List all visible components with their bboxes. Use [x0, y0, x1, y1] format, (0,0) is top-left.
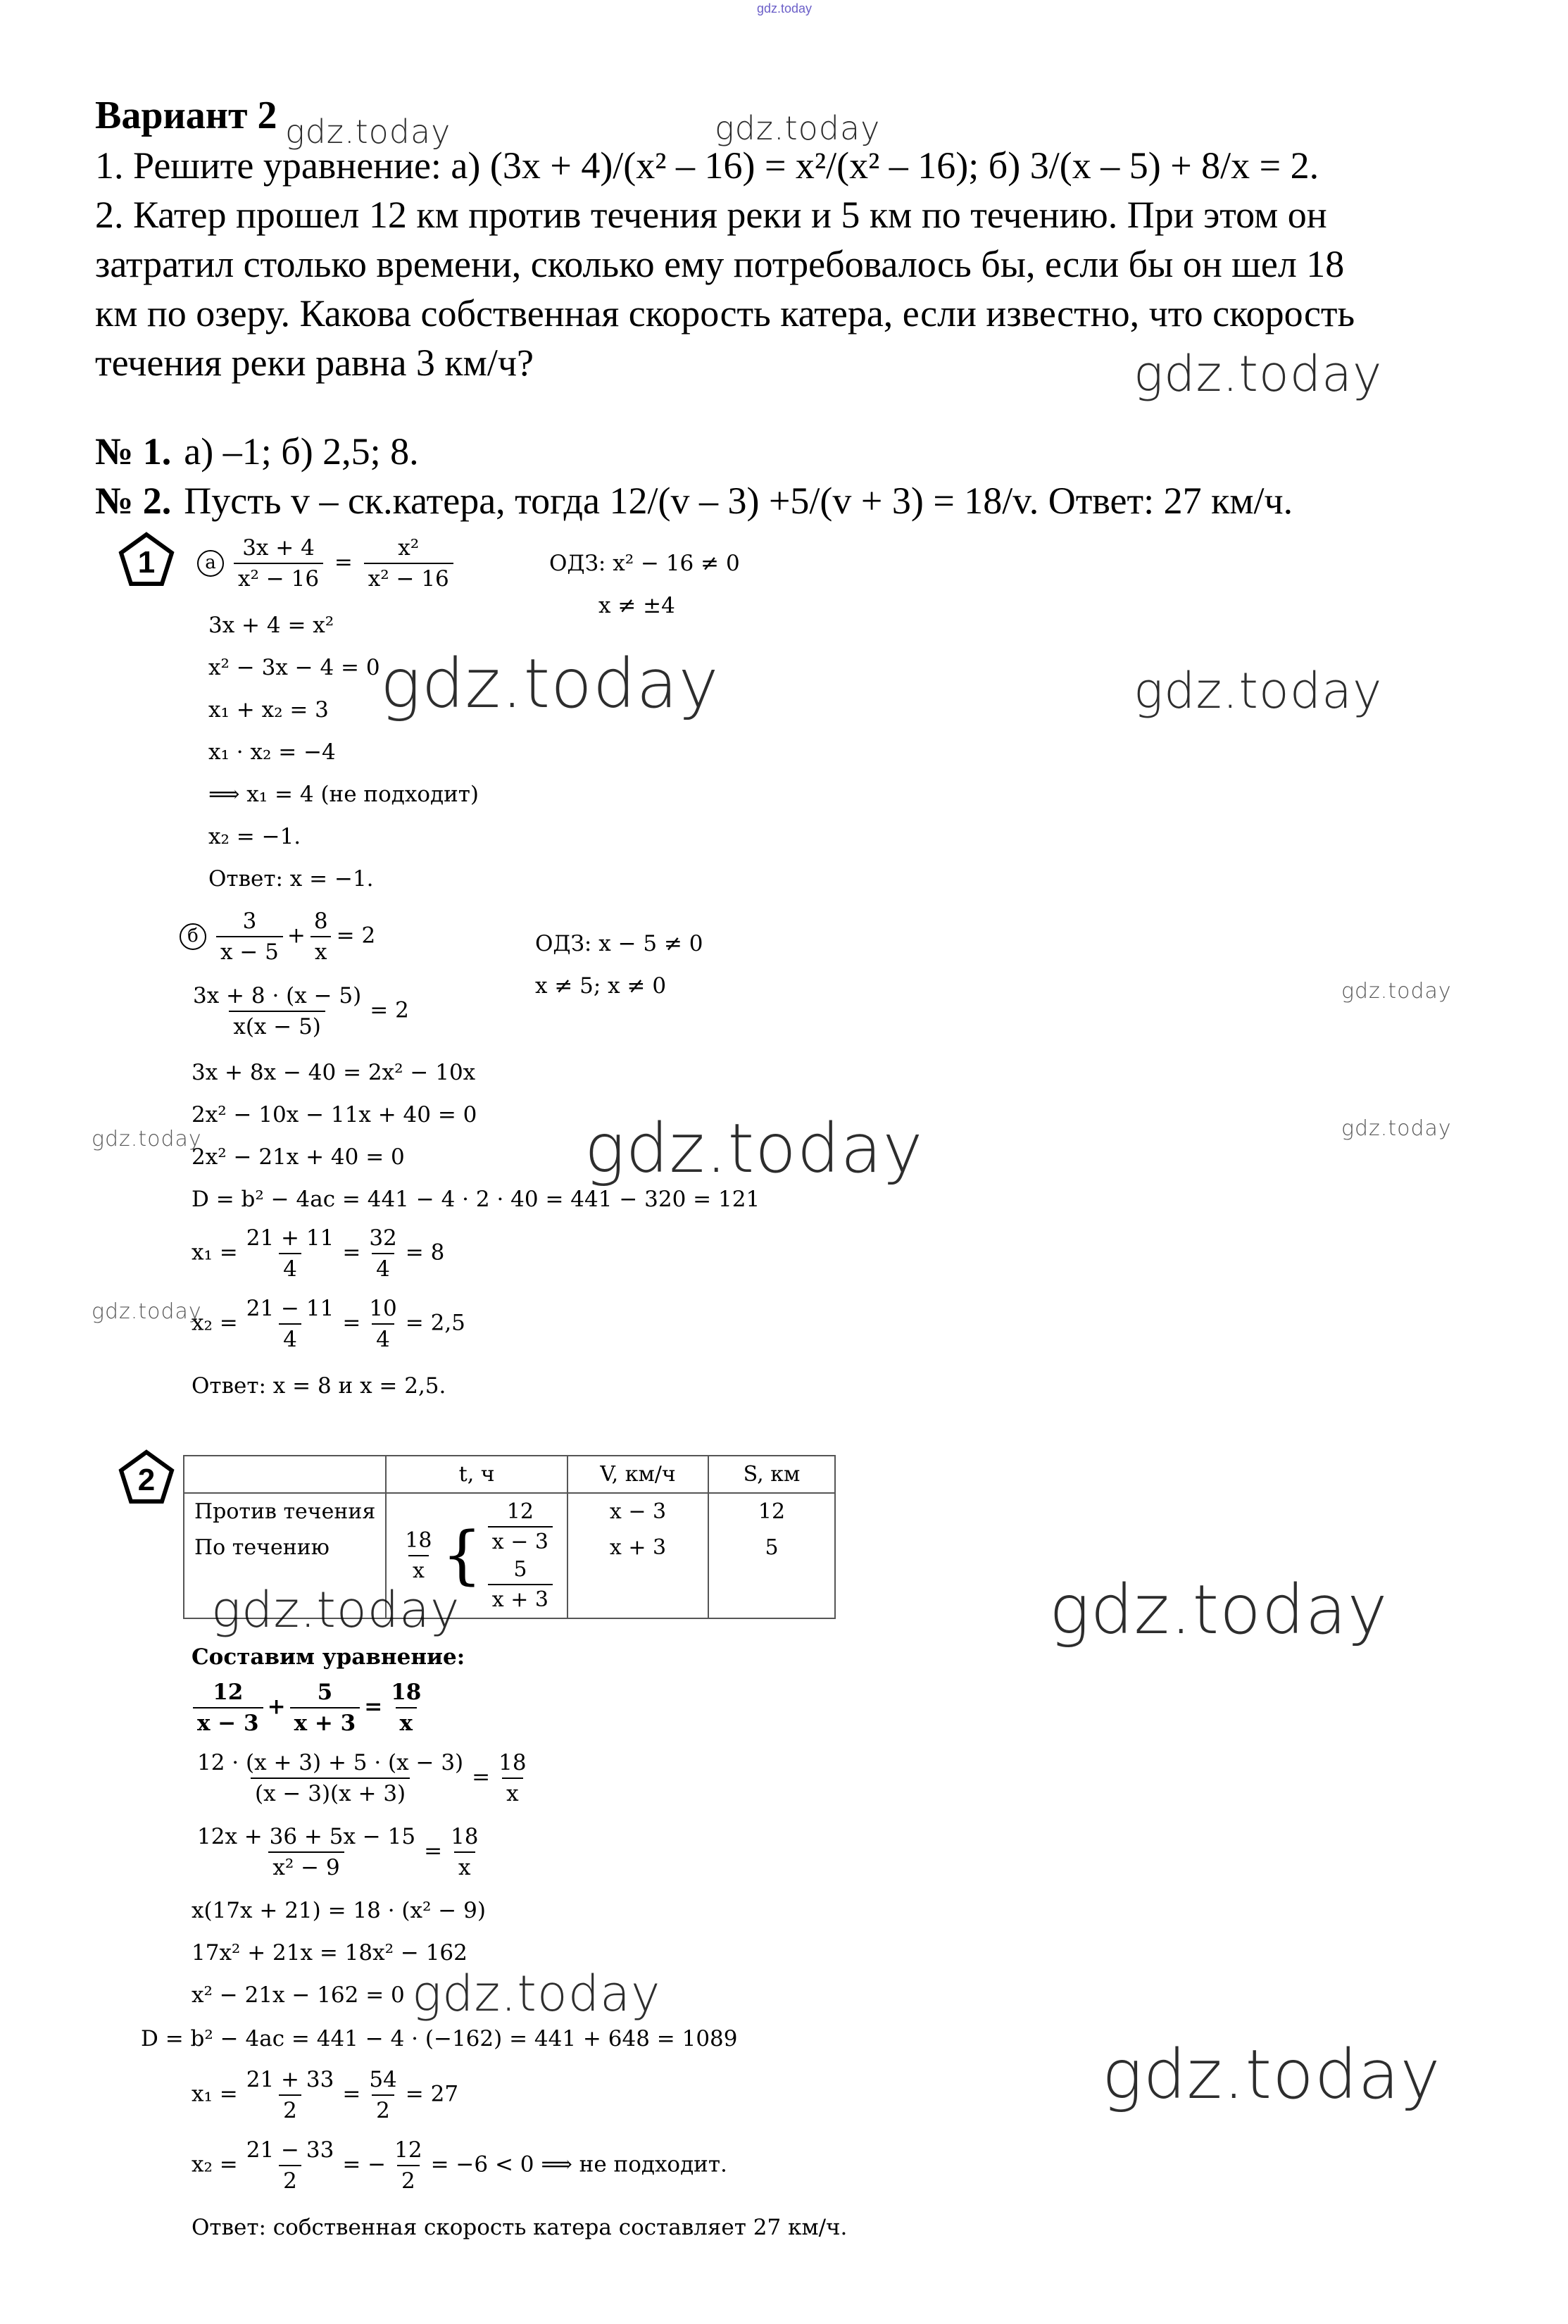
sol1b-line: 2x² − 21x + 40 = 0 — [192, 1144, 405, 1170]
answer-1-number: № 1. — [95, 430, 172, 473]
sol1b-x2 — [192, 1296, 465, 1352]
watermark: gdz.today — [1134, 662, 1383, 720]
sol1b-x1-num: 21 + 11 — [246, 1225, 334, 1251]
sol1b-n1: 3 — [242, 908, 257, 934]
sol1b-equation: б $\frac{3}{x - 5}$ + $\frac{8}{x}$ = 2 — [180, 908, 375, 965]
sol2-x2-label: x₂ = — [192, 2151, 238, 2178]
watermark: gdz.today — [1049, 1570, 1388, 1649]
speed-downstream: x + 3 — [609, 1535, 667, 1560]
sol1b-x2-num: 21 − 11 — [246, 1296, 334, 1321]
sol1a-equation: а $\frac{3x + 4}{\text{x² − 16}}$ = $\frac{\text{x²}}{\text{x² − 16}}$ — [197, 535, 458, 592]
sol2-line: x² − 21x − 162 = 0 — [192, 1982, 405, 2008]
sol1b-x2-den2: 4 — [372, 1323, 394, 1352]
sol1a-odz-2: x ≠ ±4 — [598, 593, 675, 618]
watermark: gdz.today — [1102, 2035, 1441, 2114]
sol1b-x1-num2: 32 — [369, 1225, 397, 1251]
sol2-equation-2: $\frac{12 \cdot (x + 3) + 5 \cdot (x - 3)}{(x - 3)(x + 3)}$ = $\frac{18}{x}$ — [189, 1750, 535, 1806]
watermark: gdz.today — [715, 109, 881, 147]
t-total-num: 18 — [405, 1528, 432, 1553]
table-distance-cell — [708, 1493, 835, 1618]
row1-label: Против течения — [194, 1499, 376, 1524]
sol2-line: x(17x + 21) = 18 · (x² − 9) — [192, 1898, 486, 1923]
pentagon-badge-1-icon — [118, 532, 175, 588]
sol1b-x2-den: 4 — [279, 1323, 301, 1352]
sol1a-label: а — [197, 550, 224, 577]
badge-2-number: 2 — [137, 1463, 156, 1497]
sol1b-x2-eq: = — [342, 1310, 361, 1336]
sol1a-line: x₁ · x₂ = −4 — [208, 739, 336, 765]
sol1b-x2-num2: 10 — [369, 1296, 397, 1321]
sol2-x2-den: 2 — [279, 2165, 301, 2194]
watermark: gdz.today — [380, 644, 720, 723]
sol1b-x1-den2: 4 — [372, 1253, 394, 1282]
badge-1-number: 1 — [137, 545, 156, 580]
sol1b-x2-label: x₂ = — [192, 1310, 238, 1336]
sol2-x1-value: = 27 — [405, 2081, 459, 2107]
sol2-line: 17x² + 21x = 18x² − 162 — [192, 1940, 468, 1966]
e3-rnum: 18 — [451, 1824, 479, 1849]
pentagon-badge-2-icon — [118, 1449, 175, 1506]
watermark: gdz.today — [584, 1109, 924, 1188]
e3-num: 12x + 36 + 5x − 15 — [197, 1824, 416, 1849]
e3-rden: x — [454, 1851, 475, 1880]
e1-n1: 12 — [213, 1680, 244, 1705]
watermark: gdz.today — [285, 113, 451, 151]
task-line-2: 2. Катер прошел 12 км против течения реки и 5 км по течению. При этом он — [95, 194, 1327, 236]
t1-den: x − 3 — [488, 1526, 553, 1554]
table-speed-cell — [567, 1493, 708, 1618]
e1-n2: 5 — [317, 1680, 333, 1705]
e1-d3: x — [396, 1707, 417, 1736]
brace-icon: { — [441, 1518, 482, 1592]
sol1b-x1-den: 4 — [279, 1253, 301, 1282]
sol1b-odz-2: x ≠ 5; x ≠ 0 — [535, 973, 667, 999]
row2-label: По течению — [194, 1535, 330, 1560]
distance-upstream: 12 — [758, 1499, 786, 1524]
sol1b-x2-value: = 2,5 — [405, 1310, 465, 1336]
t2-den: x + 3 — [488, 1584, 553, 1612]
sol1b-label: б — [180, 923, 206, 950]
task-line-1: 1. Решите уравнение: а) (3x + 4)/(x² – 16) = x²/(x² – 16); б) 3/(x – 5) + 8/x = 2. — [95, 144, 1319, 187]
answer-1-text: а) –1; б) 2,5; 8. — [184, 430, 419, 473]
answer-2-number: № 2. — [95, 480, 172, 522]
sol1a-line: x² − 3x − 4 = 0 — [208, 655, 380, 680]
sol2-intro: Составим уравнение: — [192, 1644, 465, 1670]
answer-2-text: Пусть v – ск.катера, тогда 12/(v – 3) +5/(v + 3) = 18/v. Ответ: 27 км/ч. — [184, 480, 1293, 522]
e3-den: x² − 9 — [268, 1851, 344, 1880]
sol1a-num-left: 3x + 4 — [242, 535, 315, 561]
table-header-cell: t, ч — [386, 1456, 567, 1493]
speed-upstream: x − 3 — [609, 1499, 667, 1524]
sol2-x2-num2: 12 — [394, 2137, 422, 2163]
table-header-row — [184, 1456, 835, 1493]
sol2-x1-num2: 54 — [369, 2067, 397, 2092]
watermark: gdz.today — [1341, 1116, 1452, 1141]
watermark: gdz.today — [1341, 979, 1452, 1004]
sol1a-den-right: x² − 16 — [364, 563, 453, 592]
e1-d1: x − 3 — [193, 1707, 263, 1736]
sol1b-d1: x − 5 — [216, 936, 283, 965]
watermark: gdz.today — [412, 1965, 661, 2023]
sol1a-line: x₁ + x₂ = 3 — [208, 697, 329, 723]
sol1a-line: 3x + 4 = x² — [208, 613, 334, 638]
sol1a-line: ⟹ x₁ = 4 (не подходит) — [208, 782, 479, 807]
sol2-x1: x₁ = $\frac{21 + 33}{2}$ = $\frac{54}{2}$ = 27 — [192, 2067, 459, 2123]
sol2-discriminant: D = b² − 4ac = 441 − 4 · (−162) = 441 + 648 = 1089 — [141, 2026, 738, 2051]
sol1a-den-left: x² − 16 — [234, 563, 323, 592]
sol1b-rhs: = 2 — [336, 923, 376, 949]
sol1b-x1-label: x₁ = — [192, 1239, 238, 1266]
sol1b-f-den: x(x − 5) — [229, 1011, 325, 1039]
t-total-den: x — [408, 1555, 429, 1583]
sol1a-num-right: x² — [398, 535, 420, 561]
answer-2 — [95, 479, 1293, 523]
sol1a-odz-1: ОДЗ: x² − 16 ≠ 0 — [549, 551, 740, 576]
sol1b-line: 2x² − 10x − 11x + 40 = 0 — [192, 1102, 477, 1127]
t1-num: 12 — [506, 1499, 534, 1524]
distance-downstream: 5 — [765, 1535, 779, 1560]
table-header-cell — [184, 1456, 386, 1493]
sol2-x2 — [192, 2137, 727, 2194]
sol1b-x1-eq: = — [342, 1239, 361, 1266]
sol2-equation-1: $\frac{12}{x - 3}$ + $\frac{5}{x + 3}$ = $\frac{18}{x}$ — [189, 1680, 429, 1736]
sol2-equation-3: $\frac{12x + 36 + 5x - 15}{\text{x² − 9}}$ = $\frac{18}{x}$ — [189, 1824, 487, 1880]
sol1a-line: x₂ = −1. — [208, 824, 301, 849]
t2-num: 5 — [513, 1557, 527, 1582]
e2-num: 12 · (x + 3) + 5 · (x − 3) — [197, 1750, 464, 1775]
variant-title: Вариант 2 — [95, 94, 277, 137]
table-header-cell: S, км — [708, 1456, 835, 1493]
e1-d2: x + 3 — [290, 1707, 360, 1736]
sol1b-discriminant: D = b² − 4ac = 441 − 4 · 2 · 40 = 441 − 320 = 121 — [192, 1187, 760, 1212]
sol2-x1-den: 2 — [279, 2094, 301, 2123]
sol2-x2-value: = −6 < 0 ⟹ не подходит. — [430, 2151, 727, 2178]
sol2-x2-den2: 2 — [397, 2165, 420, 2194]
sol2-x1-den2: 2 — [372, 2094, 394, 2123]
task-line-4: км по озеру. Какова собственная скорость катера, если известно, что скорость — [95, 292, 1355, 335]
watermark: gdz.today — [92, 1299, 202, 1324]
sol2-x1-label: x₁ = — [192, 2081, 238, 2107]
sol1b-odz-1: ОДЗ: x − 5 ≠ 0 — [535, 931, 703, 956]
task-line-5: течения реки равна 3 км/ч? — [95, 342, 534, 384]
sol1b-x1 — [192, 1225, 444, 1282]
sol1b-d2: x — [311, 936, 331, 965]
sol2-x1-num: 21 + 33 — [246, 2067, 334, 2092]
sol1b-f-rhs: = 2 — [370, 997, 409, 1023]
answer-1 — [95, 430, 419, 473]
sol1b-n2: 8 — [313, 908, 328, 934]
sol1b-fraction — [184, 983, 409, 1039]
sol2-x2-mid: = − — [342, 2151, 387, 2178]
sol1b-x1-value: = 8 — [405, 1239, 445, 1266]
e2-rden: x — [502, 1778, 522, 1806]
sol1b-f-num: 3x + 8 · (x − 5) — [193, 983, 362, 1008]
sol1a-answer: Ответ: x = −1. — [208, 866, 374, 892]
e2-rnum: 18 — [498, 1750, 527, 1775]
watermark: gdz.today — [211, 1581, 460, 1639]
sol1b-line: 3x + 8x − 40 = 2x² − 10x — [192, 1060, 476, 1085]
table-header-cell: V, км/ч — [567, 1456, 708, 1493]
sol2-x2-num: 21 − 33 — [246, 2137, 334, 2163]
sol1b-answer: Ответ: x = 8 и x = 2,5. — [192, 1373, 446, 1399]
task-line-3: затратил столько времени, сколько ему потребовалось бы, если бы он шел 18 — [95, 243, 1345, 285]
e1-n3: 18 — [391, 1680, 422, 1705]
watermark: gdz.today — [92, 1127, 202, 1151]
e2-den: (x − 3)(x + 3) — [251, 1778, 410, 1806]
watermark: gdz.today — [1134, 345, 1383, 403]
sol2-answer: Ответ: собственная скорость катера составляет 27 км/ч. — [192, 2215, 848, 2240]
header-watermark: gdz.today — [757, 1, 813, 15]
